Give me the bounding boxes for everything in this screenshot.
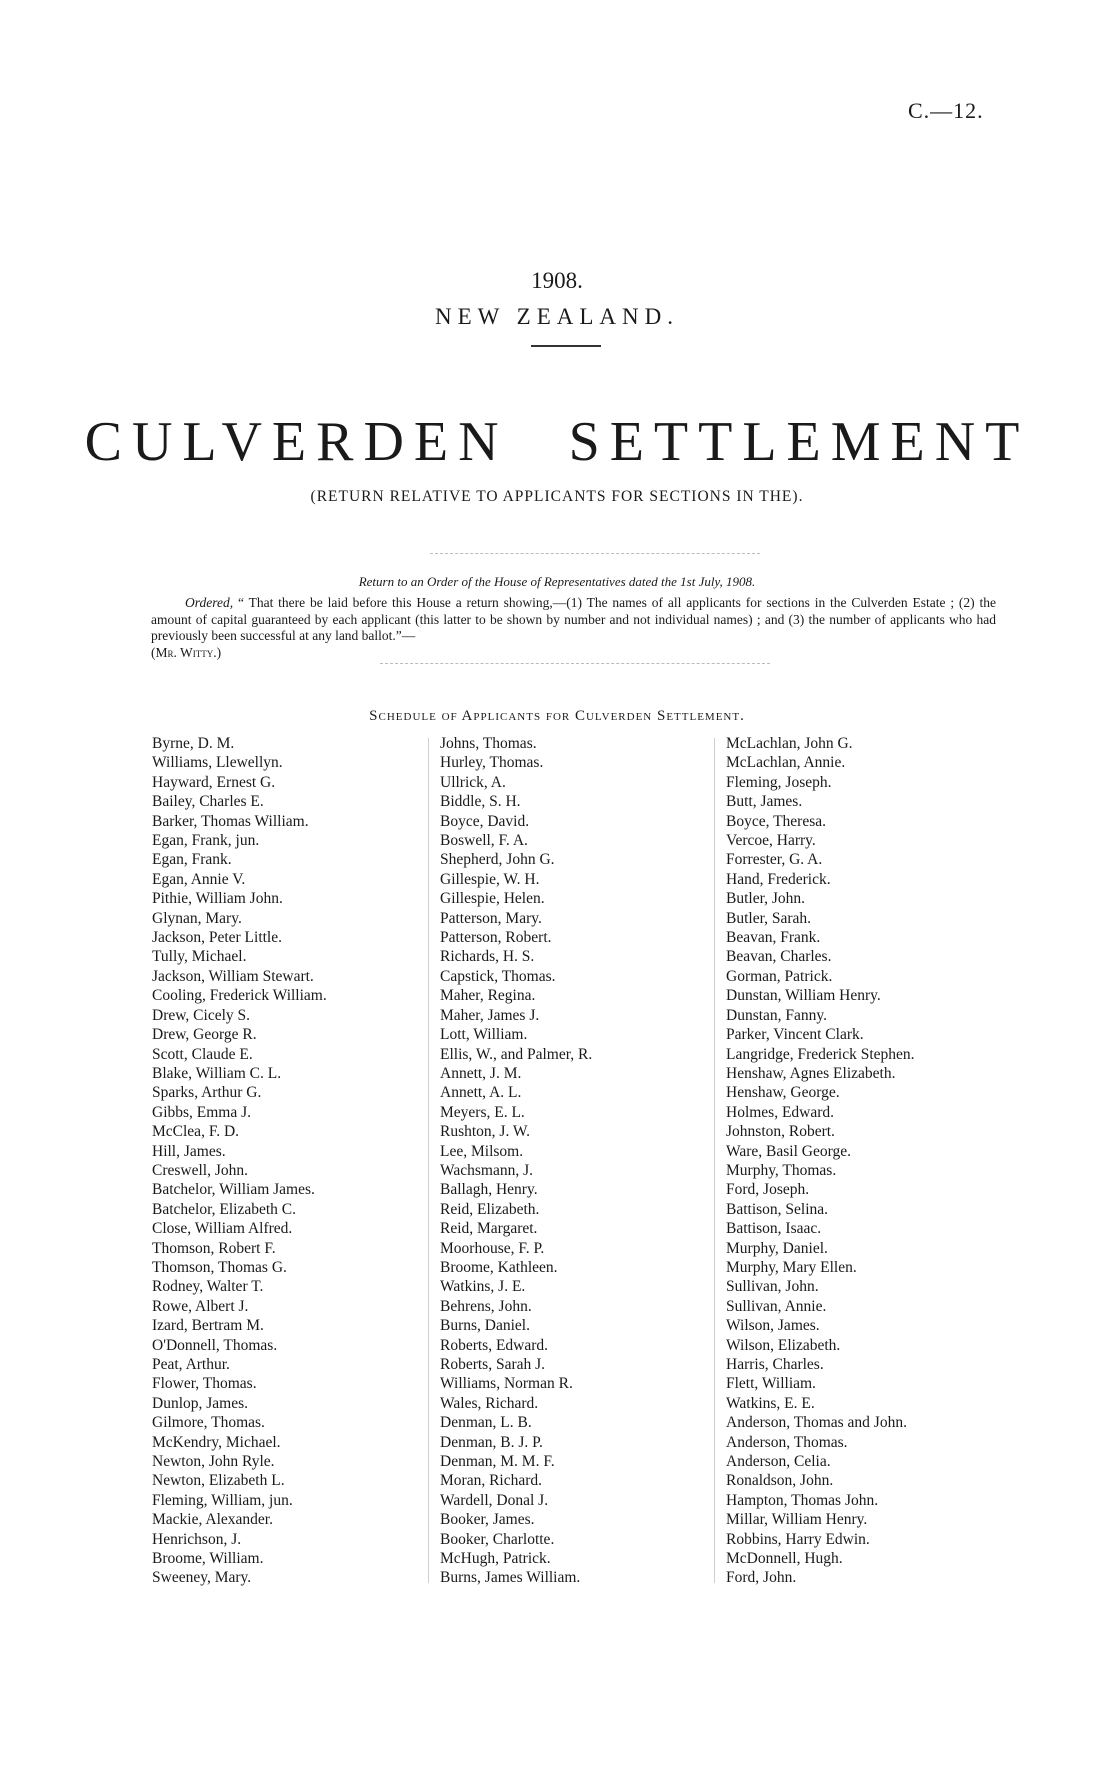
- applicant-name: Denman, M. M. F.: [440, 1453, 555, 1471]
- document-reference: C.—12.: [908, 98, 984, 123]
- applicant-name: Anderson, Thomas.: [726, 1433, 848, 1451]
- applicant-name: O'Donnell, Thomas.: [152, 1336, 278, 1354]
- applicant-name: Ballagh, Henry.: [440, 1181, 538, 1199]
- applicant-name: Sullivan, John.: [726, 1278, 819, 1296]
- applicant-name: Maher, James J.: [440, 1006, 540, 1024]
- applicant-name: Ronaldson, John.: [726, 1472, 834, 1490]
- applicant-name: McClea, F. D.: [152, 1123, 240, 1141]
- applicant-name: Thomson, Thomas G.: [152, 1258, 287, 1276]
- applicant-name: Butt, James.: [726, 793, 803, 811]
- applicant-name: Flett, William.: [726, 1375, 816, 1393]
- applicant-name: Robbins, Harry Edwin.: [726, 1530, 870, 1548]
- applicant-name: Boyce, Theresa.: [726, 812, 826, 830]
- applicant-name: Watkins, E. E.: [726, 1394, 815, 1412]
- applicant-name: Gillespie, Helen.: [440, 890, 545, 908]
- applicant-name: Harris, Charles.: [726, 1356, 824, 1373]
- column-divider-2: [714, 738, 715, 1583]
- applicant-name: Bailey, Charles E.: [152, 793, 264, 811]
- applicant-name: Wales, Richard.: [440, 1394, 539, 1412]
- applicant-name: Henshaw, Agnes Elizabeth.: [726, 1064, 896, 1082]
- applicant-name: Egan, Annie V.: [152, 870, 246, 888]
- applicant-name: Butler, Sarah.: [726, 909, 812, 927]
- applicant-name: Annett, A. L.: [440, 1084, 522, 1102]
- applicant-name: Lee, Milsom.: [440, 1142, 524, 1160]
- applicant-name: Moran, Richard.: [440, 1472, 543, 1490]
- applicant-name: Meyers, E. L.: [440, 1103, 525, 1121]
- applicant-name: Dunlop, James.: [152, 1394, 249, 1412]
- applicant-name: Flower, Thomas.: [152, 1375, 257, 1393]
- applicant-name: Wachsmann, J.: [440, 1161, 534, 1179]
- applicant-name: Behrens, John.: [440, 1297, 532, 1315]
- applicant-name: Byrne, D. M.: [152, 735, 235, 752]
- applicants-column-3: [726, 734, 915, 1588]
- applicant-name: Vercoe, Harry.: [726, 832, 816, 850]
- applicant-name: Wardell, Donal J.: [440, 1491, 549, 1509]
- applicant-name: Henshaw, George.: [726, 1084, 840, 1102]
- applicant-name: Gilmore, Thomas.: [152, 1414, 265, 1432]
- applicant-name: Patterson, Robert.: [440, 929, 552, 947]
- applicant-name: Henrichson, J.: [152, 1530, 242, 1548]
- applicant-name: Hayward, Ernest G.: [152, 773, 276, 791]
- applicant-name: Creswell, John.: [152, 1161, 249, 1179]
- applicant-name: Hampton, Thomas John.: [726, 1491, 879, 1509]
- applicant-name: Moorhouse, F. P.: [440, 1239, 545, 1257]
- applicant-name: Beavan, Frank.: [726, 929, 821, 947]
- applicant-name: Rushton, J. W.: [440, 1123, 531, 1141]
- applicant-name: Egan, Frank.: [152, 851, 232, 869]
- ordered-text: “ That there be laid before this House a return showing,—(1) The names of all applicants for sections in the Culverden Estate ; (2) the amount of capital guaranteed by each applicant (this latter to be shown by number and not individual names) ; and (3) the number of applicants who had previously been successful at any land ballot.”—: [151, 595, 996, 643]
- applicant-name: Gibbs, Emma J.: [152, 1103, 252, 1121]
- applicant-name: Cooling, Frederick William.: [152, 987, 327, 1005]
- applicant-name: Booker, James.: [440, 1511, 535, 1529]
- member-attribution: (Mr. Witty.): [151, 644, 222, 660]
- applicant-name: Izard, Bertram M.: [152, 1317, 264, 1335]
- applicant-name: Sparks, Arthur G.: [152, 1084, 262, 1102]
- applicant-name: Batchelor, William James.: [152, 1181, 315, 1199]
- applicant-name: Richards, H. S.: [440, 948, 535, 966]
- applicant-name: Battison, Isaac.: [726, 1220, 822, 1238]
- applicant-name: Jackson, Peter Little.: [152, 929, 282, 947]
- applicant-name: Ford, John.: [726, 1569, 797, 1587]
- applicant-name: Wilson, James.: [726, 1317, 820, 1335]
- applicant-name: McDonnell, Hugh.: [726, 1550, 843, 1568]
- applicant-name: Ware, Basil George.: [726, 1142, 852, 1160]
- applicant-name: Burns, Daniel.: [440, 1317, 530, 1335]
- applicant-name: Hurley, Thomas.: [440, 754, 544, 772]
- applicant-name: Fleming, William, jun.: [152, 1491, 293, 1509]
- applicant-name: Mackie, Alexander.: [152, 1511, 273, 1529]
- applicant-name: Pithie, William John.: [152, 890, 283, 908]
- applicant-name: Lott, William.: [440, 1026, 528, 1044]
- dashed-divider-bottom: [380, 663, 770, 664]
- applicant-name: Broome, William.: [152, 1550, 264, 1568]
- applicant-name: Johnston, Robert.: [726, 1123, 835, 1141]
- applicant-name: Maher, Regina.: [440, 987, 536, 1005]
- applicant-name: McLachlan, Annie.: [726, 754, 846, 772]
- applicants-column-1: [152, 734, 327, 1588]
- applicant-name: Williams, Norman R.: [440, 1375, 573, 1393]
- applicant-name: Fleming, Joseph.: [726, 773, 832, 791]
- applicant-name: Johns, Thomas.: [440, 735, 537, 752]
- applicant-name: Ellis, W., and Palmer, R.: [440, 1045, 593, 1063]
- schedule-heading: Schedule of Applicants for Culverden Settlement.: [369, 708, 745, 724]
- applicant-name: Batchelor, Elizabeth C.: [152, 1200, 296, 1218]
- header-rule: [531, 345, 601, 347]
- applicant-name: Scott, Claude E.: [152, 1045, 253, 1063]
- order-paragraph: [151, 595, 996, 661]
- applicant-name: Thomson, Robert F.: [152, 1239, 276, 1257]
- applicant-name: Denman, B. J. P.: [440, 1433, 543, 1451]
- applicant-name: Biddle, S. H.: [440, 793, 521, 811]
- applicant-name: Langridge, Frederick Stephen.: [726, 1045, 915, 1063]
- applicant-name: Ullrick, A.: [440, 773, 506, 791]
- applicant-name: Shepherd, John G.: [440, 851, 555, 869]
- applicant-name: Sweeney, Mary.: [152, 1569, 252, 1587]
- applicant-name: Drew, George R.: [152, 1026, 257, 1044]
- applicant-name: Close, William Alfred.: [152, 1220, 293, 1238]
- applicant-name: Reid, Elizabeth.: [440, 1200, 540, 1218]
- applicant-name: Anderson, Celia.: [726, 1453, 831, 1471]
- applicant-name: Boswell, F. A.: [440, 832, 528, 850]
- document-year: 1908.: [531, 268, 583, 293]
- applicant-name: Williams, Llewellyn.: [152, 754, 283, 772]
- applicant-name: Burns, James William.: [440, 1569, 581, 1587]
- applicant-name: Beavan, Charles.: [726, 948, 832, 966]
- applicant-name: Hill, James.: [152, 1142, 226, 1160]
- applicant-name: Newton, John Ryle.: [152, 1453, 275, 1471]
- dashed-divider-top: [430, 553, 760, 554]
- applicant-name: Murphy, Daniel.: [726, 1239, 828, 1257]
- return-order-line: Return to an Order of the House of Representatives dated the 1st July, 1908.: [358, 574, 756, 589]
- applicant-name: Millar, William Henry.: [726, 1511, 868, 1529]
- applicant-name: Battison, Selina.: [726, 1200, 829, 1218]
- applicant-name: Murphy, Mary Ellen.: [726, 1258, 857, 1276]
- applicant-name: Annett, J. M.: [440, 1064, 522, 1082]
- applicant-name: Tully, Michael.: [152, 948, 247, 966]
- title-word-1: CULVERDEN: [84, 411, 509, 473]
- applicant-name: McLachlan, John G.: [726, 735, 853, 752]
- applicant-name: Butler, John.: [726, 890, 806, 908]
- page-subtitle: (RETURN RELATIVE TO APPLICANTS FOR SECTIONS IN THE).: [310, 488, 804, 505]
- applicant-name: Rowe, Albert J.: [152, 1297, 249, 1315]
- page-title: [0, 412, 1114, 472]
- applicants-column-2: [440, 734, 592, 1588]
- applicant-name: Parker, Vincent Clark.: [726, 1026, 864, 1044]
- title-word-2: SETTLEMENT: [568, 411, 1030, 473]
- country-heading: NEW ZEALAND.: [434, 304, 680, 329]
- applicant-name: Reid, Margaret.: [440, 1220, 538, 1238]
- applicant-name: Wilson, Elizabeth.: [726, 1336, 841, 1354]
- applicant-name: Peat, Arthur.: [152, 1356, 230, 1373]
- applicant-name: Forrester, G. A.: [726, 851, 823, 869]
- applicant-name: Ford, Joseph.: [726, 1181, 810, 1199]
- column-divider-1: [428, 738, 429, 1583]
- applicant-name: Murphy, Thomas.: [726, 1161, 837, 1179]
- applicant-name: Roberts, Sarah J.: [440, 1356, 546, 1373]
- applicant-name: Booker, Charlotte.: [440, 1530, 555, 1548]
- applicant-name: Gillespie, W. H.: [440, 870, 540, 888]
- applicant-name: Rodney, Walter T.: [152, 1278, 264, 1296]
- applicant-name: Barker, Thomas William.: [152, 812, 309, 830]
- applicant-name: Jackson, William Stewart.: [152, 967, 314, 985]
- applicant-name: Dunstan, William Henry.: [726, 987, 881, 1005]
- applicant-name: Dunstan, Fanny.: [726, 1006, 828, 1024]
- applicant-name: Watkins, J. E.: [440, 1278, 526, 1296]
- applicant-name: Egan, Frank, jun.: [152, 832, 260, 850]
- applicant-name: Glynan, Mary.: [152, 909, 242, 927]
- applicant-name: McHugh, Patrick.: [440, 1550, 551, 1568]
- applicant-name: McKendry, Michael.: [152, 1433, 281, 1451]
- applicant-name: Hand, Frederick.: [726, 870, 831, 888]
- applicant-name: Patterson, Mary.: [440, 909, 542, 927]
- applicant-name: Sullivan, Annie.: [726, 1297, 827, 1315]
- applicant-name: Anderson, Thomas and John.: [726, 1414, 907, 1432]
- applicant-name: Boyce, David.: [440, 812, 530, 830]
- applicant-name: Broome, Kathleen.: [440, 1258, 558, 1276]
- applicant-name: Blake, William C. L.: [152, 1064, 282, 1082]
- applicant-name: Drew, Cicely S.: [152, 1006, 251, 1024]
- applicant-name: Denman, L. B.: [440, 1414, 532, 1432]
- applicant-name: Capstick, Thomas.: [440, 967, 556, 985]
- applicant-name: Holmes, Edward.: [726, 1103, 835, 1121]
- applicant-name: Newton, Elizabeth L.: [152, 1472, 285, 1490]
- applicant-name: Gorman, Patrick.: [726, 967, 833, 985]
- applicant-name: Roberts, Edward.: [440, 1336, 549, 1354]
- ordered-label: Ordered,: [185, 595, 234, 610]
